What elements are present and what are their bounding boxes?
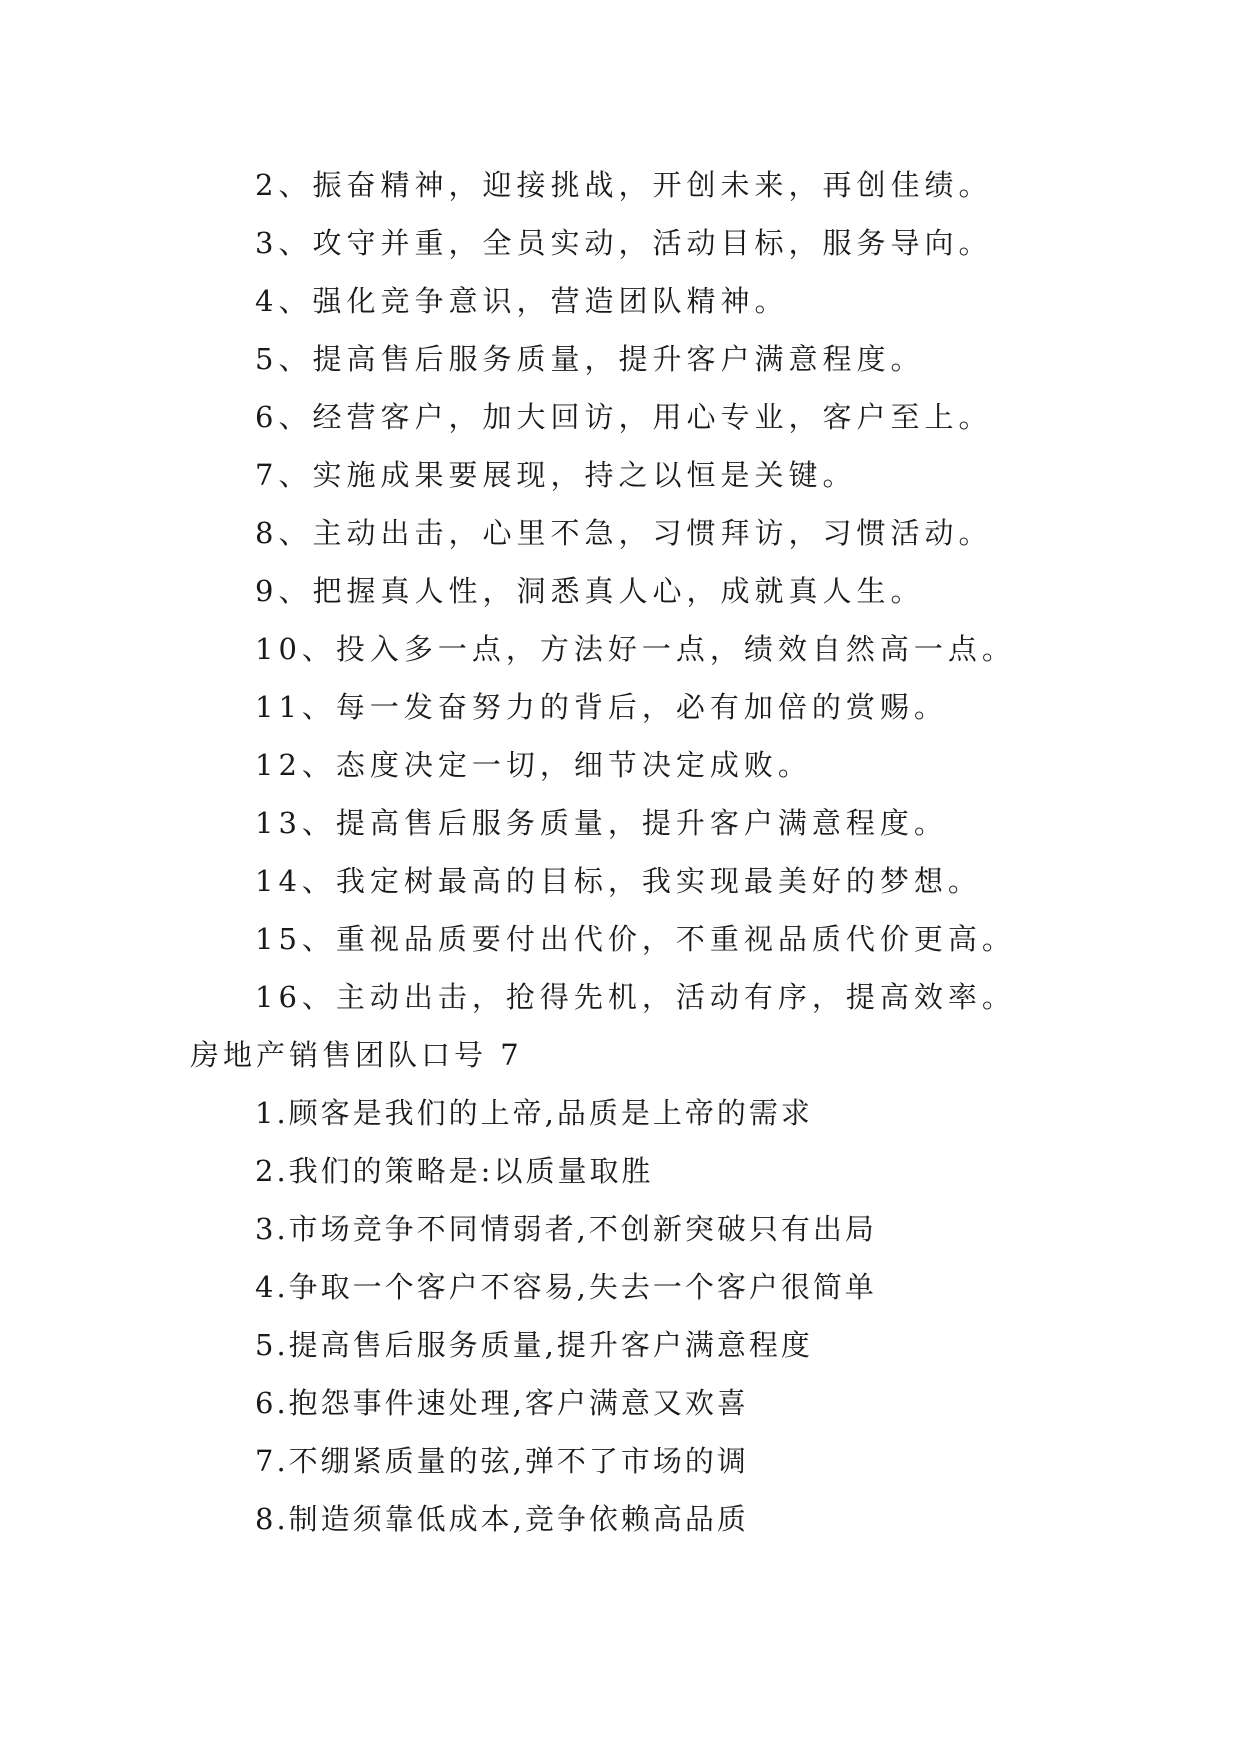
list-item: 5.提高售后服务质量,提升客户满意程度 xyxy=(255,1328,813,1362)
list-item: 11、每一发奋努力的背后，必有加倍的赏赐。 xyxy=(255,690,948,724)
list-item: 14、我定树最高的目标，我实现最美好的梦想。 xyxy=(255,864,982,898)
list-item: 4、强化竞争意识，营造团队精神。 xyxy=(255,284,789,318)
list-item: 8、主动出击，心里不急，习惯拜访，习惯活动。 xyxy=(255,516,993,550)
list-item: 13、提高售后服务质量，提升客户满意程度。 xyxy=(255,806,948,840)
list-item: 7、实施成果要展现，持之以恒是关键。 xyxy=(255,458,857,492)
list-item: 2、振奋精神，迎接挑战，开创未来，再创佳绩。 xyxy=(255,168,993,202)
list-item: 6.抱怨事件速处理,客户满意又欢喜 xyxy=(255,1386,749,1420)
list-item: 6、经营客户，加大回访，用心专业，客户至上。 xyxy=(255,400,993,434)
list-item: 15、重视品质要付出代价，不重视品质代价更高。 xyxy=(255,922,1016,956)
list-item: 1.顾客是我们的上帝,品质是上帝的需求 xyxy=(255,1096,813,1130)
list-item: 10、投入多一点，方法好一点，绩效自然高一点。 xyxy=(255,632,1016,666)
section-title: 房地产销售团队口号 7 xyxy=(190,1038,523,1072)
list-item: 16、主动出击，抢得先机，活动有序，提高效率。 xyxy=(255,980,1016,1014)
list-item: 3、攻守并重，全员实动，活动目标，服务导向。 xyxy=(255,226,993,260)
list-item: 4.争取一个客户不容易,失去一个客户很简单 xyxy=(255,1270,877,1304)
list-item: 2.我们的策略是:以质量取胜 xyxy=(255,1154,654,1188)
list-item: 9、把握真人性，洞悉真人心，成就真人生。 xyxy=(255,574,925,608)
list-item: 5、提高售后服务质量，提升客户满意程度。 xyxy=(255,342,925,376)
list-item: 8.制造须靠低成本,竞争依赖高品质 xyxy=(255,1502,749,1536)
list-item: 3.市场竞争不同情弱者,不创新突破只有出局 xyxy=(255,1212,877,1246)
list-item: 7.不绷紧质量的弦,弹不了市场的调 xyxy=(255,1444,749,1478)
list-item: 12、态度决定一切，细节决定成败。 xyxy=(255,748,812,782)
